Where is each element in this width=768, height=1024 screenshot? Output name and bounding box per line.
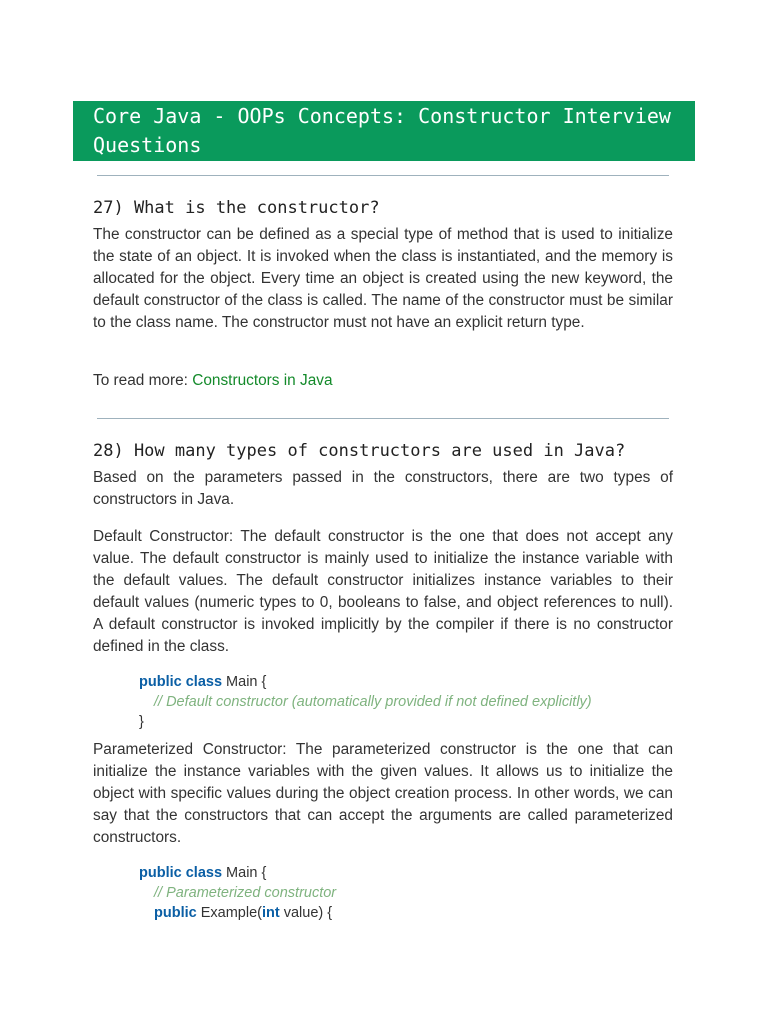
code-line	[139, 692, 699, 712]
document-title-banner	[73, 101, 695, 161]
code-comment: // Parameterized constructor	[154, 885, 337, 901]
constructors-in-java-link[interactable]: Constructors in Java	[192, 372, 333, 389]
code-line	[139, 712, 699, 732]
question-27-answer: The constructor can be defined as a special type of method that is used to initialize the state of an object. It is invoked when the class is instantiated, and the memory is allocated for the object. Every time an object is created using the new keyword, the default constructor of the class is called. The name of the constructor must be similar to the class name. The constructor must not have an explicit return type.	[93, 226, 673, 331]
question-27-heading: 27) What is the constructor?	[93, 198, 380, 218]
code-text: Example(	[196, 905, 262, 921]
code-line	[139, 883, 699, 903]
parameterized-constructor-description: Parameterized Constructor: The parameterized constructor is the one that can initialize the instance variables with the given values. It allows us to initialize the object with specific values during the object creation process. In other words, we can say that the constructors that can accept the arguments are called parameterized constructors.	[93, 741, 673, 846]
default-constructor-code-block	[139, 672, 699, 732]
document-title: Core Java - OOPs Concepts: Constructor Interview Questions	[93, 104, 671, 157]
code-line	[139, 672, 699, 692]
question-28-heading: 28) How many types of constructors are used in Java?	[93, 441, 626, 461]
code-text: Main {	[222, 865, 267, 881]
code-keyword: public	[139, 674, 182, 690]
code-keyword: public	[139, 865, 182, 881]
code-line	[139, 863, 699, 883]
section-divider	[97, 418, 669, 419]
section-divider	[97, 175, 669, 176]
code-text: }	[139, 714, 144, 730]
default-constructor-description: Default Constructor: The default constructor is the one that does not accept any value. The default constructor is mainly used to initialize the instance variable with the default values. The default constructor initializes instance variables to their default values (numeric types to 0, booleans to false, and object references to null). A default constructor is invoked implicitly by the compiler if there is no constructor defined in the class.	[93, 528, 673, 655]
code-keyword: public	[154, 905, 197, 921]
code-comment: // Default constructor (automatically provided if not defined explicitly)	[154, 694, 592, 710]
code-text: value) {	[279, 905, 333, 921]
parameterized-constructor-code-block	[139, 863, 699, 923]
code-keyword: class	[185, 674, 223, 690]
question-28-intro: Based on the parameters passed in the constructors, there are two types of constructors in Java.	[93, 469, 673, 508]
code-line	[139, 903, 699, 923]
code-keyword: int	[261, 905, 280, 921]
read-more-line	[93, 370, 673, 392]
read-more-prefix: To read more:	[93, 372, 193, 389]
code-text: Main {	[222, 674, 267, 690]
code-keyword: class	[185, 865, 223, 881]
